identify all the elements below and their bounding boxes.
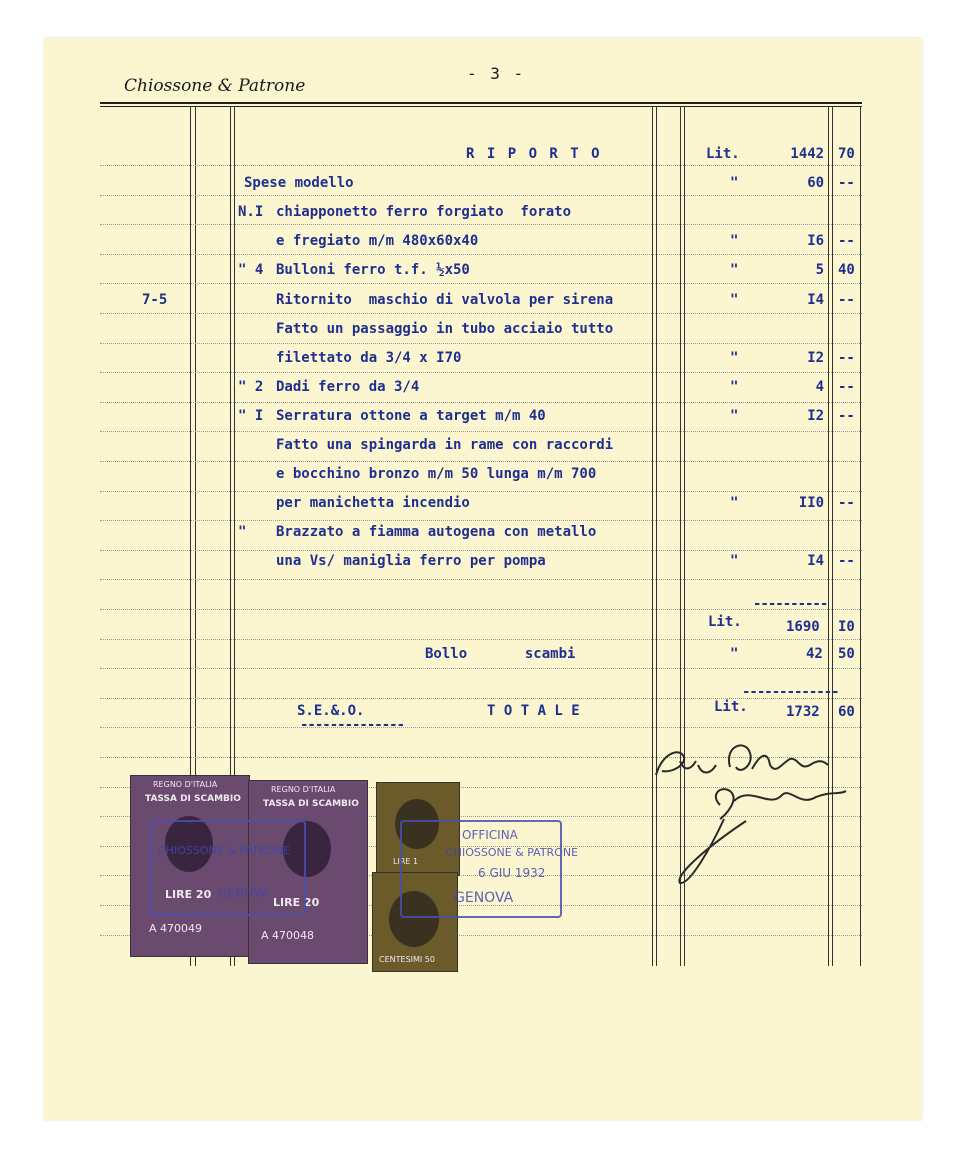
ruled-line xyxy=(100,402,862,403)
row-cent: -- xyxy=(838,378,855,395)
ruled-line xyxy=(100,550,862,551)
row-lire: I6 xyxy=(807,233,825,250)
row-description: Brazzato a fiamma autogena con metallo xyxy=(276,524,597,541)
bollo-label: Bollo scambi xyxy=(425,646,576,662)
row-lire: I2 xyxy=(807,349,825,366)
header-rule-thin xyxy=(100,106,862,107)
row-currency: " xyxy=(730,349,739,366)
row-description: Fatto una spingarda in rame con raccordi xyxy=(276,437,614,453)
row-description: chiapponetto ferro forgiato forato xyxy=(276,204,572,221)
row-lire: I4 xyxy=(807,291,825,308)
row-currency: " xyxy=(730,175,739,192)
row-cent: 70 xyxy=(838,146,855,162)
row-cent: -- xyxy=(838,291,855,308)
total-currency: Lit. xyxy=(714,699,748,715)
row-description: una Vs/ maniglia ferro per pompa xyxy=(276,553,546,570)
header-rule xyxy=(100,102,862,104)
seo-mark: S.E.&.O. xyxy=(297,703,365,719)
row-currency: " xyxy=(730,291,739,308)
row-cent: -- xyxy=(838,349,855,366)
row-description: Serratura ottone a target m/m 40 xyxy=(276,407,546,424)
row-reference: 7-5 xyxy=(142,291,168,308)
row-description: e fregiato m/m 480x60x40 xyxy=(276,233,479,250)
total-lire: 1732 xyxy=(786,704,820,720)
row-cent: 40 xyxy=(838,262,855,279)
subtotal-cent: I0 xyxy=(838,619,855,635)
company-rubber-stamp: CHIOSSONE & PATRONE GENOVA xyxy=(150,820,306,916)
row-description: Dadi ferro da 3/4 xyxy=(276,378,420,395)
row-description: e bocchino bronzo m/m 50 lunga m/m 700 xyxy=(276,466,597,483)
revenue-stamp: REGNO D'ITALIA TASSA DI SCAMBIO LIRE 20 A 470048 xyxy=(248,780,368,964)
revenue-stamp: REGNO D'ITALIA TASSA DI SCAMBIO LIRE 20 A 470049 xyxy=(130,775,250,957)
ruled-line xyxy=(100,224,862,225)
ruled-line xyxy=(100,520,862,521)
company-name: Chiossone & Patrone xyxy=(124,76,306,96)
row-description: Ritornito maschio di valvola per sirena xyxy=(276,291,614,308)
row-lire: I2 xyxy=(807,407,825,424)
row-lire: 1442 xyxy=(790,146,825,162)
ruled-line xyxy=(100,579,862,580)
bollo-cent: 50 xyxy=(838,646,855,662)
bollo-currency: " xyxy=(730,646,739,662)
subtotal-lire: 1690 xyxy=(786,619,820,635)
row-description: filettato da 3/4 x I70 xyxy=(276,349,462,366)
ruled-line xyxy=(100,431,862,432)
column-rule xyxy=(860,106,861,966)
row-currency: " xyxy=(730,262,739,279)
row-lire: 60 xyxy=(807,175,825,192)
subtotal-currency: Lit. xyxy=(708,614,742,630)
bollo-lire: 42 xyxy=(806,646,823,662)
seo-rule: -------------- xyxy=(300,717,405,733)
ruled-line xyxy=(100,727,862,728)
ruled-line xyxy=(100,461,862,462)
dated-rubber-stamp: OFFICINA CHIOSSONE & PATRONE 6 GIU 1932 GENOVA xyxy=(400,820,562,918)
row-currency: " xyxy=(730,378,739,395)
row-lire: I4 xyxy=(807,553,825,570)
ruled-line xyxy=(100,165,862,166)
ruled-line xyxy=(100,254,862,255)
row-currency: " xyxy=(730,495,739,512)
row-description: R I P O R T O xyxy=(466,146,602,162)
subtotal-rule: ---------- xyxy=(753,596,828,612)
ruled-line xyxy=(100,343,862,344)
row-cent: -- xyxy=(838,407,855,424)
row-cent: -- xyxy=(838,233,855,250)
ruled-line xyxy=(100,668,862,669)
total-rule: ------------- xyxy=(742,684,839,700)
row-lire: 4 xyxy=(815,378,825,395)
row-description: Spese modello xyxy=(244,175,354,192)
row-lire: II0 xyxy=(798,495,825,512)
page-number: - 3 - xyxy=(467,64,526,83)
row-quantity: " xyxy=(238,524,247,541)
row-cent: -- xyxy=(838,495,855,512)
row-quantity: " 2 xyxy=(238,378,264,395)
row-currency: " xyxy=(730,407,739,424)
row-description: Bulloni ferro t.f. ½x50 xyxy=(276,262,470,279)
revenue-stamp: LIRE 1 xyxy=(376,782,460,876)
row-cent: -- xyxy=(838,553,855,570)
row-currency: Lit. xyxy=(706,146,740,162)
ruled-line xyxy=(100,195,862,196)
row-description: Fatto un passaggio in tubo acciaio tutto xyxy=(276,320,614,337)
revenue-stamp: CENTESIMI 50 xyxy=(372,872,458,972)
row-quantity: " 4 xyxy=(238,262,264,279)
ruled-line xyxy=(100,609,862,610)
row-currency: " xyxy=(730,553,739,570)
total-cent: 60 xyxy=(838,704,855,720)
handwritten-signature xyxy=(650,735,860,895)
ruled-line xyxy=(100,283,862,284)
ruled-line xyxy=(100,639,862,640)
row-cent: -- xyxy=(838,175,855,192)
total-label: T O T A L E xyxy=(487,703,580,719)
row-lire: 5 xyxy=(815,262,825,279)
row-description: per manichetta incendio xyxy=(276,495,470,512)
ruled-line xyxy=(100,491,862,492)
ruled-line xyxy=(100,372,862,373)
row-quantity: N.I xyxy=(238,204,264,221)
row-quantity: " I xyxy=(238,407,264,424)
row-currency: " xyxy=(730,233,739,250)
ruled-line xyxy=(100,313,862,314)
